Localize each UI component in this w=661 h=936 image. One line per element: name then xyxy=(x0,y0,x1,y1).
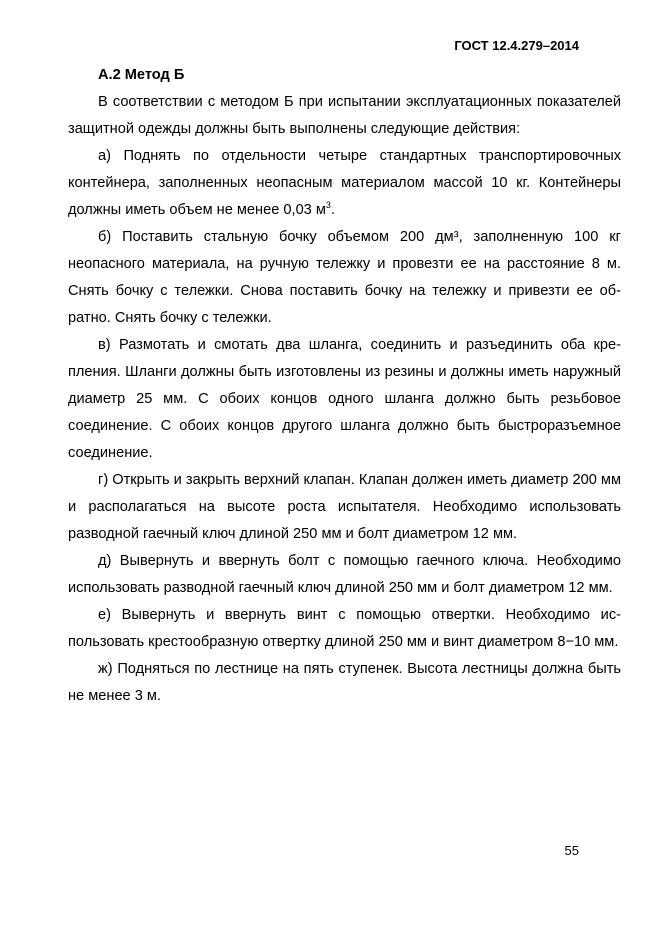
paragraph-a-text: а) Поднять по отдельности четыре стандартных транспортировочных контейнера, заполненных неопасным материалом массой 10 кг. Контейнеры должны иметь объем не менее 0,03 м xyxy=(68,148,621,218)
paragraph-b: б) Поставить стальную бочку объемом 200 дм³, заполненную 100 кг неопасного материала, на ручную тележку и провезти ее на расстояние 8 м. Снять бочку с тележки. Снова поставить бочку на тележку и привезти ее обратно. Снять бочку с тележки. xyxy=(68,229,621,326)
cubic-superscript: 3 xyxy=(325,200,331,210)
paragraph-e: е) Вывернуть и ввернуть винт с помощью отвертки. Необходимо использовать крестообразную отвертку длиной 250 мм и винт диаметром 8−10 мм. xyxy=(68,607,621,650)
paragraph-a-end: . xyxy=(330,202,335,218)
paragraph-g: г) Открыть и закрыть верхний клапан. Клапан должен иметь диаметр 200 мм и располагаться на высоте роста испытателя. Необходимо использовать разводной гаечный ключ длиной 250 мм и болт диаметром 12 мм. xyxy=(68,472,621,542)
standard-designation: ГОСТ 12.4.279–2014 xyxy=(454,38,579,53)
paragraph-zh: ж) Подняться по лестнице на пять ступенек. Высота лестницы должна быть не менее 3 м. xyxy=(68,661,621,704)
paragraph-v: в) Размотать и смотать два шланга, соединить и разъединить оба крепления. Шланги должны быть изготовлены из резины и должны иметь наружный диаметр 25 мм. С обоих концов одного шланга должно быть резьбовое соединение. С обоих концов другого шланга должно быть быстроразъемное соединение. xyxy=(68,337,621,461)
paragraph-a xyxy=(68,143,621,224)
page-number: 55 xyxy=(564,843,579,858)
section-heading: А.2 Метод Б xyxy=(98,67,185,83)
page-content xyxy=(68,62,621,710)
paragraph-intro: В соответствии с методом Б при испытании эксплуатационных показателей защитной одежды должны быть выполнены следующие действия: xyxy=(68,94,621,137)
paragraph-d: д) Вывернуть и ввернуть болт с помощью гаечного ключа. Необходимо использовать разводной гаечный ключ длиной 250 мм и болт диаметром 12 мм. xyxy=(68,553,621,596)
